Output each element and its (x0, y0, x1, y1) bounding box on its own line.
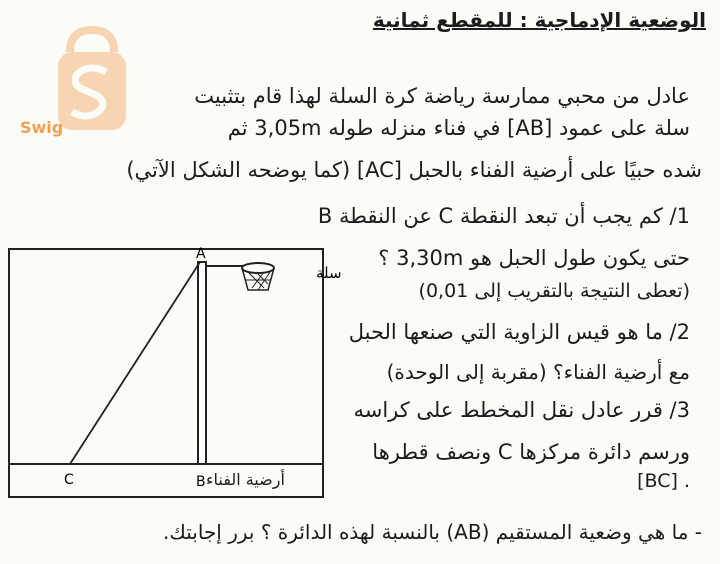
final-question: - ما هي وضعية المستقيم (AB) بالنسبة لهذه الدائرة ؟ برر إجابتك. (163, 520, 702, 544)
question-2-line-1: 2/ ما هو قيس الزاوية التي صنعها الحبل (348, 320, 690, 344)
problem-line-1: عادل من محبي ممارسة رياضة كرة السلة لهذا قام بتثبيت (194, 84, 690, 108)
label-a: A (196, 246, 206, 262)
label-basket: سلة (316, 264, 342, 282)
question-3-line-2: ورسم دائرة مركزها C ونصف قطرها (372, 440, 690, 464)
question-2-line-2: مع أرضية الفناء؟ (مقربة إلى الوحدة) (386, 360, 690, 384)
watermark-text: Swig (20, 118, 64, 137)
label-ground: أرضية الفناء (206, 470, 285, 489)
problem-line-3: شده حبيًا على أرضية الفناء بالحبل [AC] (كما يوضحه الشكل الآتي) (126, 158, 702, 182)
basket-hoop (242, 263, 274, 273)
question-3-line-1: 3/ قرر عادل نقل المخطط على كراسه (353, 398, 690, 422)
question-1-line-3: (تعطى النتيجة بالتقريب إلى 0,01) (418, 280, 690, 302)
page-title: الوضعية الإدماجية : للمقطع ثمانية (372, 8, 706, 32)
label-c: C (64, 472, 74, 488)
label-b: B (196, 474, 206, 490)
rope-ac (70, 262, 200, 464)
figure-diagram (8, 246, 342, 498)
question-1-line-2: حتى يكون طول الحبل هو 3,30m ؟ (378, 246, 690, 270)
question-3-line-3: . [BC] (637, 470, 690, 492)
problem-line-2: سلة على عمود [AB] في فناء منزله طوله 3,05m ثم (227, 116, 690, 140)
question-1-line-1: 1/ كم يجب أن تبعد النقطة C عن النقطة B (317, 204, 690, 228)
pole-ab (198, 262, 206, 464)
